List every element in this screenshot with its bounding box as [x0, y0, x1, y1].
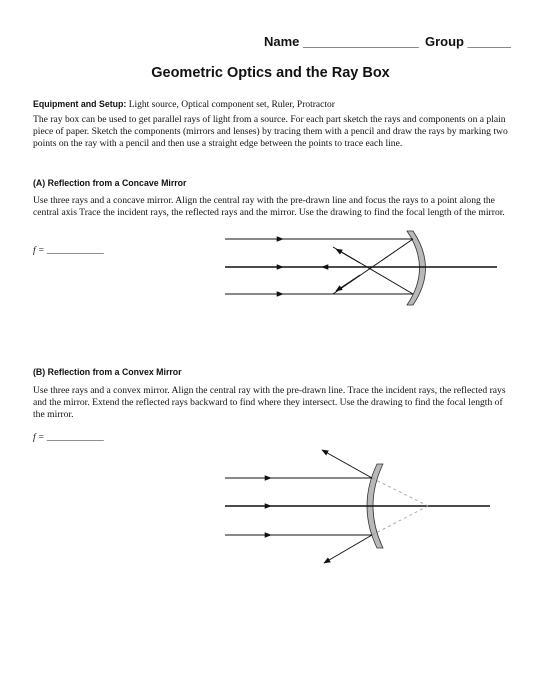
section-a-focal-length-blank: f = ____________ — [33, 246, 104, 256]
section-a-heading: (A) Reflection from a Concave Mirror — [33, 178, 187, 188]
equipment-label: Equipment and Setup: — [33, 99, 127, 109]
section-b-heading: (B) Reflection from a Convex Mirror — [33, 367, 182, 377]
section-a-instructions: Use three rays and a concave mirror. Align the central ray with the pre-drawn line and focus the rays to a point along the central axis Trace the incident rays, the reflected rays and the mirror. Use the drawing to find the focal length of the mirror. — [33, 195, 505, 218]
page-title: Geometric Optics and the Ray Box — [151, 65, 390, 81]
virtual-extension-bottom — [372, 506, 428, 535]
name-field-label: Name ________________ — [264, 34, 419, 49]
section-b-focal-length-blank: f = ____________ — [33, 433, 104, 443]
equipment-text: Light source, Optical component set, Ruler, Protractor — [128, 100, 335, 110]
group-field-label: Group ______ — [425, 34, 511, 49]
virtual-extension-top — [372, 478, 428, 506]
reflected-ray-top — [322, 450, 372, 478]
intro-paragraph: The ray box can be used to get parallel rays of light from a source. For each part sketch the rays and components on a plain piece of paper. Sketch the components (mirrors and lenses) by tracing them with a pencil and draw the rays by marking two points on the ray with a pencil and then use a straight edge between the points to trace each line. — [33, 114, 508, 149]
section-b-instructions: Use three rays and a convex mirror. Align the central ray with the pre-drawn line. Trace the incident rays, the reflected rays and the mirror. Extend the reflected rays backward to find where they intersect. Use the drawing to find the focal length of the mirror. — [33, 385, 506, 420]
reflected-ray-bottom — [324, 535, 372, 563]
